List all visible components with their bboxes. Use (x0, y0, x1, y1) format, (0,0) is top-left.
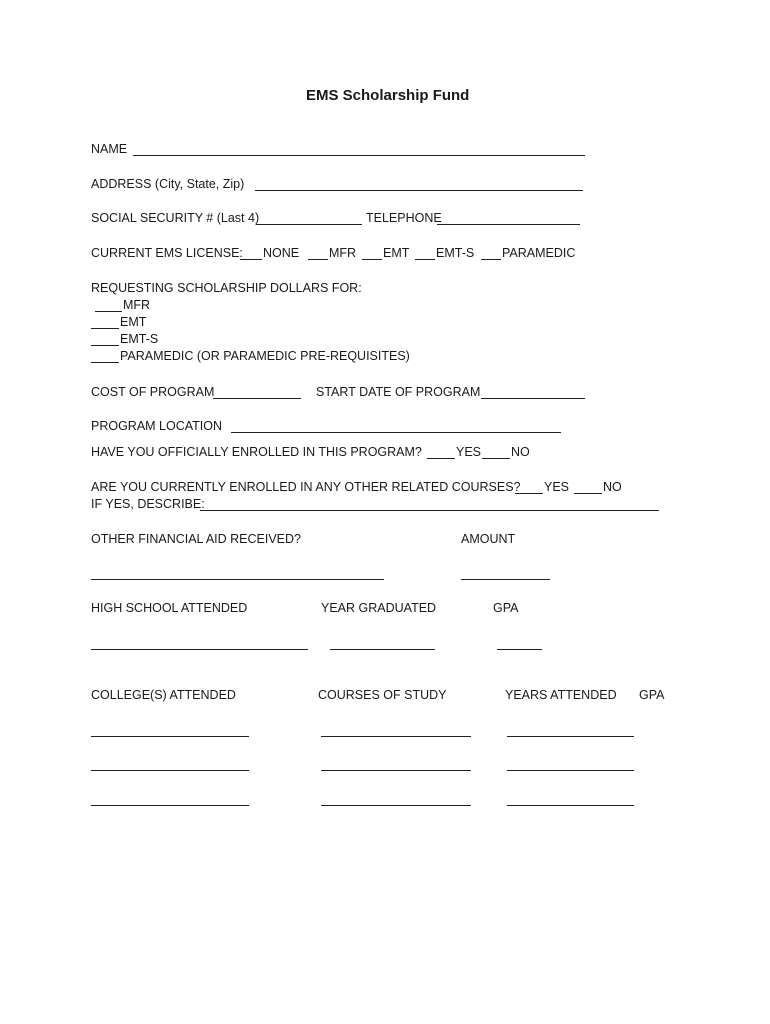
request-option-emt: EMT (120, 315, 147, 329)
location-line[interactable] (231, 432, 561, 433)
license-paramedic-line[interactable] (481, 259, 501, 260)
cost-line[interactable] (213, 398, 301, 399)
license-option-none: NONE (263, 246, 300, 260)
other-aid-line[interactable] (91, 579, 384, 580)
college-line-1[interactable] (91, 736, 249, 737)
amount-line[interactable] (461, 579, 550, 580)
other-courses-yes-line[interactable] (515, 493, 543, 494)
license-option-paramedic: PARAMEDIC (502, 246, 576, 260)
license-option-emt-s: EMT-S (436, 246, 475, 260)
request-option-emt-s: EMT-S (120, 332, 159, 346)
years-gpa-line-1[interactable] (507, 736, 634, 737)
request-option-mfr: MFR (123, 298, 151, 312)
request-option-paramedic: PARAMEDIC (OR PARAMEDIC PRE-REQUISITES) (120, 349, 410, 363)
other-courses-question: ARE YOU CURRENTLY ENROLLED IN ANY OTHER RELATED COURSES? (91, 480, 521, 494)
license-option-mfr: MFR (329, 246, 357, 260)
request-emt-s-line[interactable] (91, 345, 119, 346)
name-label: NAME (91, 142, 128, 156)
license-emt-s-line[interactable] (415, 259, 435, 260)
telephone-label: TELEPHONE (366, 211, 442, 225)
hs-gpa-label: GPA (493, 601, 519, 615)
college-line-2[interactable] (91, 770, 249, 771)
license-option-emt: EMT (383, 246, 410, 260)
hs-gpa-line[interactable] (497, 649, 542, 650)
license-mfr-line[interactable] (308, 259, 328, 260)
form-title: EMS Scholarship Fund (306, 87, 470, 104)
enrolled-yes-line[interactable] (427, 458, 455, 459)
other-courses-no: NO (603, 480, 622, 494)
year-graduated-line[interactable] (330, 649, 435, 650)
college-gpa-label: GPA (639, 688, 665, 702)
describe-line[interactable] (200, 510, 659, 511)
courses-line-2[interactable] (321, 770, 471, 771)
enrolled-no-line[interactable] (482, 458, 510, 459)
high-school-line[interactable] (91, 649, 308, 650)
enrolled-question: HAVE YOU OFFICIALLY ENROLLED IN THIS PROGRAM? (91, 445, 422, 459)
other-courses-no-line[interactable] (574, 493, 602, 494)
cost-label: COST OF PROGRAM (91, 385, 215, 399)
years-attended-label: YEARS ATTENDED (505, 688, 617, 702)
years-gpa-line-3[interactable] (507, 805, 634, 806)
college-line-3[interactable] (91, 805, 249, 806)
start-date-label: START DATE OF PROGRAM (316, 385, 481, 399)
license-none-line[interactable] (240, 259, 262, 260)
enrolled-no: NO (511, 445, 530, 459)
high-school-label: HIGH SCHOOL ATTENDED (91, 601, 248, 615)
courses-of-study-label: COURSES OF STUDY (318, 688, 447, 702)
courses-line-3[interactable] (321, 805, 471, 806)
enrolled-yes: YES (456, 445, 482, 459)
other-courses-yes: YES (544, 480, 570, 494)
year-graduated-label: YEAR GRADUATED (321, 601, 437, 615)
license-emt-line[interactable] (362, 259, 382, 260)
other-aid-label: OTHER FINANCIAL AID RECEIVED? (91, 532, 301, 546)
name-line[interactable] (133, 155, 585, 156)
request-mfr-line[interactable] (95, 311, 122, 312)
start-date-line[interactable] (481, 398, 585, 399)
amount-label: AMOUNT (461, 532, 516, 546)
telephone-line[interactable] (437, 224, 580, 225)
address-label: ADDRESS (City, State, Zip) (91, 177, 245, 191)
describe-label: IF YES, DESCRIBE: (91, 497, 205, 511)
ssn-line[interactable] (256, 224, 362, 225)
license-label: CURRENT EMS LICENSE: (91, 246, 243, 260)
years-gpa-line-2[interactable] (507, 770, 634, 771)
address-line[interactable] (255, 190, 583, 191)
request-paramedic-line[interactable] (91, 362, 119, 363)
courses-line-1[interactable] (321, 736, 471, 737)
requesting-label: REQUESTING SCHOLARSHIP DOLLARS FOR: (91, 281, 362, 295)
location-label: PROGRAM LOCATION (91, 419, 223, 433)
request-emt-line[interactable] (91, 328, 119, 329)
colleges-label: COLLEGE(S) ATTENDED (91, 688, 236, 702)
ssn-label: SOCIAL SECURITY # (Last 4) (91, 211, 260, 225)
